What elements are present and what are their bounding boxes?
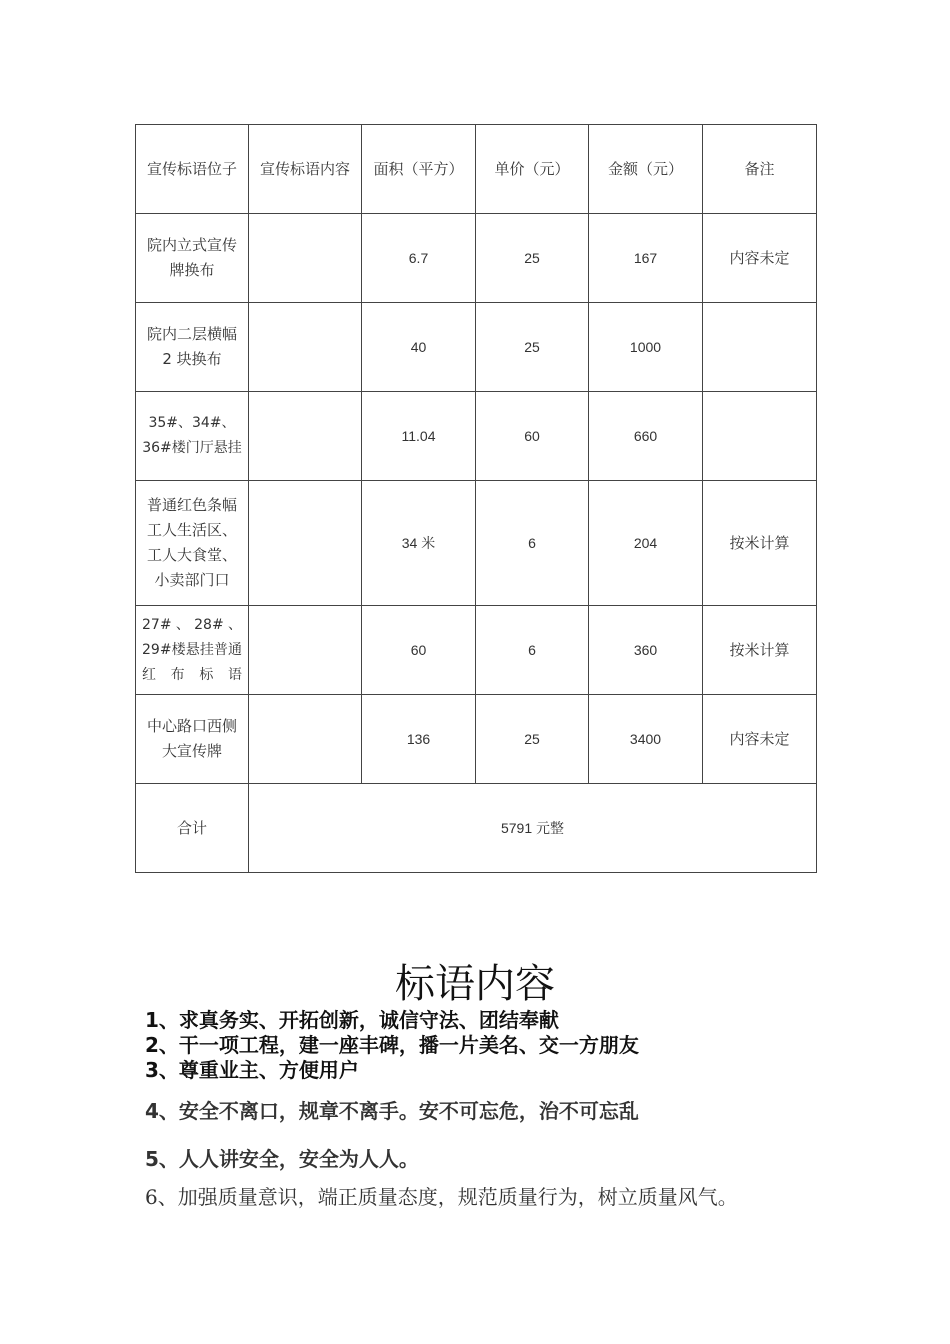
cell-location: 普通红色条幅工人生活区、工人大食堂、小卖部门口 — [136, 481, 249, 606]
cell-content — [249, 392, 362, 481]
total-value: 5791 元整 — [249, 784, 817, 873]
table-header-row — [136, 125, 817, 214]
table-row — [136, 481, 817, 606]
cell-content — [249, 214, 362, 303]
list-item: 1、求真务实、开拓创新，诚信守法、团结奉献 — [145, 1008, 559, 1032]
cell-note — [703, 303, 817, 392]
table-row — [136, 392, 817, 481]
header-location: 宣传标语位子 — [136, 125, 249, 214]
cell-price: 6 — [476, 481, 589, 606]
header-content: 宣传标语内容 — [249, 125, 362, 214]
cell-area: 11.04 — [362, 392, 476, 481]
cell-location: 中心路口西侧大宣传牌 — [136, 695, 249, 784]
cell-location: 27#、28#、29#楼悬挂普通红布标语 — [136, 606, 249, 695]
cell-note: 内容未定 — [703, 214, 817, 303]
list-item: 2、干一项工程，建一座丰碑，播一片美名、交一方朋友 — [145, 1033, 639, 1057]
cell-price: 6 — [476, 606, 589, 695]
cell-amount: 3400 — [589, 695, 703, 784]
cell-note: 按米计算 — [703, 606, 817, 695]
header-price: 单价（元） — [476, 125, 589, 214]
cell-content — [249, 481, 362, 606]
header-amount: 金额（元） — [589, 125, 703, 214]
cell-price: 25 — [476, 695, 589, 784]
cell-area: 6.7 — [362, 214, 476, 303]
list-item: 3、尊重业主、方便用户 — [145, 1058, 359, 1082]
table-total-row — [136, 784, 817, 873]
cell-note: 按米计算 — [703, 481, 817, 606]
cell-location: 院内立式宣传牌换布 — [136, 214, 249, 303]
table-row — [136, 695, 817, 784]
list-item: 6、加强质量意识，端正质量态度，规范质量行为，树立质量风气。 — [145, 1185, 738, 1209]
list-item: 4、安全不离口，规章不离手。安不可忘危，治不可忘乱 — [145, 1099, 639, 1123]
slogan-list — [145, 1008, 845, 1211]
cell-content — [249, 695, 362, 784]
cell-amount: 1000 — [589, 303, 703, 392]
slogan-section-title: 标语内容 — [395, 961, 555, 1007]
cell-area: 136 — [362, 695, 476, 784]
cell-note — [703, 392, 817, 481]
list-item: 5、人人讲安全，安全为人人。 — [145, 1147, 419, 1171]
cell-price: 60 — [476, 392, 589, 481]
cell-area: 34 米 — [362, 481, 476, 606]
header-area: 面积（平方） — [362, 125, 476, 214]
cell-amount: 360 — [589, 606, 703, 695]
cell-area: 60 — [362, 606, 476, 695]
cell-amount: 167 — [589, 214, 703, 303]
table-row — [136, 303, 817, 392]
cell-location: 35#、34#、36#楼门厅悬挂 — [136, 392, 249, 481]
cell-amount: 660 — [589, 392, 703, 481]
cell-price: 25 — [476, 214, 589, 303]
table-row — [136, 214, 817, 303]
cell-content — [249, 606, 362, 695]
table-row — [136, 606, 817, 695]
cell-note: 内容未定 — [703, 695, 817, 784]
cell-price: 25 — [476, 303, 589, 392]
cell-amount: 204 — [589, 481, 703, 606]
cell-area: 40 — [362, 303, 476, 392]
total-label: 合计 — [136, 784, 249, 873]
cell-content — [249, 303, 362, 392]
header-note: 备注 — [703, 125, 817, 214]
slogan-budget-table — [135, 124, 817, 873]
cell-location: 院内二层横幅 2 块换布 — [136, 303, 249, 392]
